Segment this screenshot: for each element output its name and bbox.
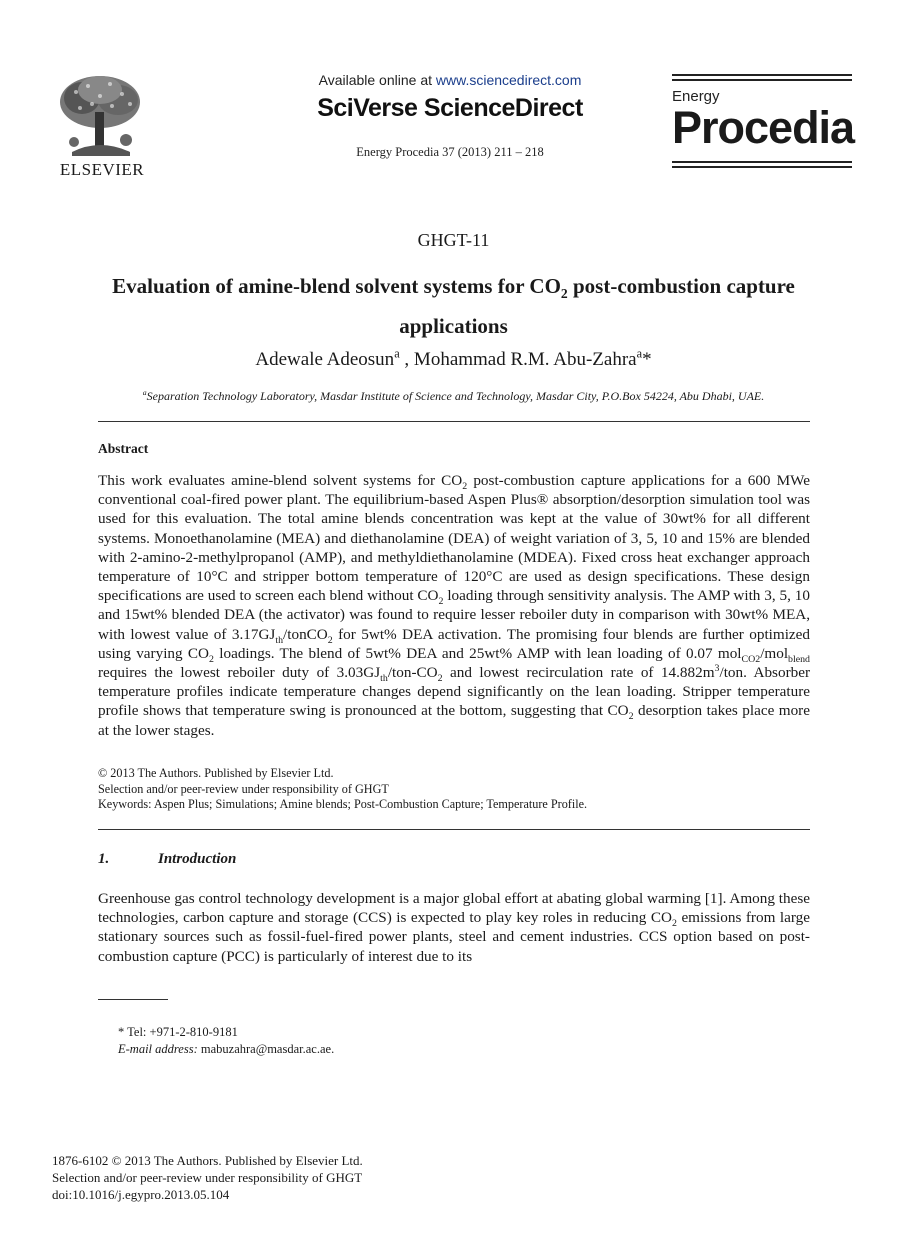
abstract-chunk: /tonCO	[283, 625, 328, 643]
abstract-chunk: for 5wt% DEA activation. The promising four blends are further optimized using varying CO	[98, 625, 810, 662]
author-list	[0, 346, 907, 371]
author-name: Adewale Adeosun	[255, 349, 395, 370]
journal-header	[240, 72, 660, 160]
copyright-block	[98, 766, 810, 813]
subscript: CO2	[741, 653, 761, 665]
title-part: Evaluation of amine-blend solvent systems for CO	[112, 274, 561, 298]
keywords-line: Keywords: Aspen Plus; Simulations; Amine blends; Post-Combustion Capture; Temperature Profile.	[98, 797, 588, 811]
section-number: 1.	[98, 851, 110, 867]
subscript: blend	[788, 653, 810, 665]
subscript: 2	[437, 673, 443, 685]
subscript: 2	[327, 634, 333, 646]
email-label: E-mail address:	[118, 1042, 198, 1056]
superscript: 3	[714, 662, 720, 674]
abstract-chunk: This work evaluates amine-blend solvent systems for CO	[98, 472, 463, 489]
introduction-text	[98, 889, 810, 966]
footnote	[118, 1024, 334, 1058]
title-subscript: 2	[560, 286, 568, 302]
corresponding-author-mark: *	[642, 349, 652, 370]
subscript: 2	[438, 596, 444, 608]
abstract-chunk: requires the lowest reboiler duty of 3.03GJ	[98, 664, 381, 682]
footnote-rule	[98, 999, 168, 1000]
email-address[interactable]: mabuzahra@masdar.ac.ae.	[197, 1042, 335, 1056]
abstract-chunk: /mol	[760, 644, 789, 662]
footnote-email-line	[118, 1041, 334, 1058]
energy-procedia-logo	[672, 74, 855, 171]
footnote-tel: * Tel: +971-2-810-9181	[118, 1025, 238, 1039]
journal-citation: Energy Procedia 37 (2013) 211 – 218	[356, 145, 544, 159]
available-online-label: Available online at	[318, 72, 436, 88]
abstract-chunk: post-combustion capture applications for a 600 MWe conventional coal-fired power plant. The equilibrium-based Aspen Plus® absorption/desorption simulation tool was used for this evaluation. The total amine blends concentration was kept at the value of 30wt% for all different systems. Monoethanolamine (MEA) and diethanolamine (DEA) of weight variation of 3, 5, 10 and 15% are blended with 2-amino-2-methylpropanol (AMP), and methyldiethanolamine (MDEA). Fixed cross heat exchanger approach temperature of 10°C and stripper bottom temperature of 120°C are used as design specifications. These design specifications are used to screen each blend without CO	[98, 472, 811, 605]
introduction-heading	[98, 851, 236, 868]
logo-rule	[672, 79, 852, 81]
affiliation	[0, 389, 907, 404]
publication-info	[52, 1152, 363, 1203]
author-affiliation-mark: a	[636, 346, 643, 361]
elsevier-logo-text: ELSEVIER	[59, 160, 145, 179]
subscript: th	[275, 634, 284, 646]
logo-rule	[672, 161, 852, 163]
abstract-chunk: loading through sensitivity analysis. The AMP with 3, 5, 10 and 15wt% blended DEA (the activator) was found to require lesser reboiler duty in comparison with 30wt% MEA, with lowest value of 3.17GJ	[98, 587, 810, 643]
abstract-text	[98, 471, 810, 740]
abstract-heading: Abstract	[98, 441, 149, 456]
elsevier-logo	[52, 72, 152, 180]
abstract-chunk: desorption takes place more at the lower stages.	[98, 702, 810, 739]
title-part: post-combustion capture applications	[399, 274, 795, 338]
subscript: 2	[462, 481, 468, 493]
divider	[98, 421, 810, 422]
sciencedirect-link[interactable]: www.sciencedirect.com	[435, 72, 582, 88]
affiliation-text: Separation Technology Laboratory, Masdar Institute of Science and Technology, Masdar City, P.O.Box 54224, Abu Dhabi, UAE.	[146, 389, 765, 403]
logo-rule	[672, 74, 852, 76]
peer-review-line: Selection and/or peer-review under responsibility of GHGT	[52, 1170, 363, 1185]
divider	[98, 829, 810, 830]
subscript: 2	[209, 653, 214, 665]
copyright-line: © 2013 The Authors. Published by Elsevier Ltd.	[98, 766, 334, 780]
logo-energy-text: Energy	[672, 88, 720, 105]
paper-title	[80, 266, 827, 346]
intro-chunk: Greenhouse gas control technology development is a major global effort at abating global warming [1]. Among these technologies, carbon capture and storage (CCS) is expected to play key roles in reducing CO	[98, 890, 810, 927]
author-affiliation-mark: a	[394, 346, 400, 361]
author-name: Mohammad R.M. Abu-Zahra	[413, 349, 637, 370]
elsevier-tree-icon	[52, 72, 148, 160]
abstract-chunk: loadings. The blend of 5wt% DEA and 25wt% AMP with lean loading of 0.07 mol	[213, 644, 742, 662]
subscript: 2	[671, 918, 677, 930]
subscript: th	[380, 673, 388, 685]
subscript: 2	[628, 711, 634, 723]
abstract-chunk: and lowest recirculation rate of 14.882m	[442, 664, 715, 682]
peer-review-line: Selection and/or peer-review under responsibility of GHGT	[98, 781, 389, 796]
doi-line[interactable]: doi:10.1016/j.egypro.2013.05.104	[52, 1187, 230, 1202]
author-separator: ,	[399, 349, 414, 370]
issn-line: 1876-6102 © 2013 The Authors. Published by Elsevier Ltd.	[52, 1153, 363, 1168]
logo-procedia-text: Procedia	[672, 102, 855, 153]
abstract-chunk: /ton-CO	[387, 664, 438, 682]
conference-label: GHGT-11	[417, 230, 490, 250]
abstract-chunk: /ton. Absorber temperature profiles indicate temperature changes depend significantly on the lean loading. Stripper temperature profile shows that temperature swing is pronounced at the bottom, suggesting that CO	[98, 664, 811, 720]
sciverse-logo: SciVerse ScienceDirect	[317, 94, 583, 122]
section-title: Introduction	[158, 851, 237, 867]
available-online-line	[240, 72, 660, 88]
intro-chunk: emissions from large stationary sources such as fossil-fuel-fired power plants, steel and cement industries. CCS option based on post-combustion capture (PCC) is particularly of interest due to its	[98, 909, 810, 965]
logo-rule	[672, 166, 852, 168]
affiliation-mark: a	[142, 388, 147, 397]
